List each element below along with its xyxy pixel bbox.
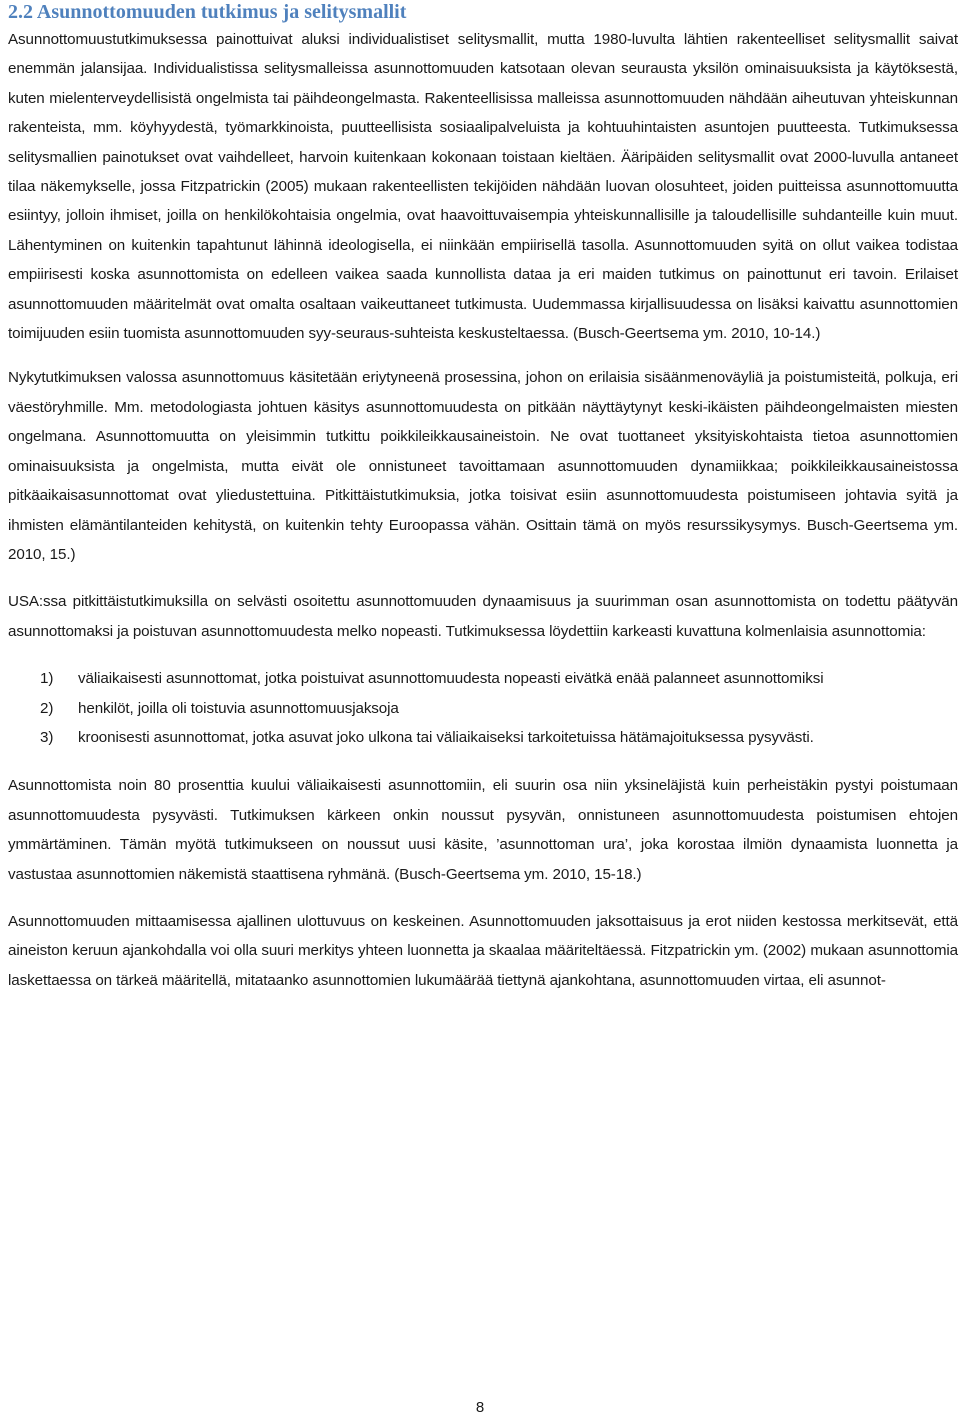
list-item — [8, 723, 958, 752]
list-item — [8, 664, 958, 693]
paragraph-temporary-homeless: Asunnottomista noin 80 prosenttia kuului väliaikaisesti asunnottomiin, eli suurin osa niin yksineläjistä kuin perheistäkin pystyi poistumaan asunnottomuudesta pysyvästi. Tutkimuksen kärkeen onkin noussut pysyvän, onnistuneen asunnottomuudesta poistumisen ehtojen ymmärtäminen. Tämän myötä tutkimukseen on noussut uusi käsite, ’asunnottoman ura’, joka korostaa ilmiön dynaamista luonnetta ja vastustaa asunnottomien näkemistä staattisena ryhmänä. (Busch-Geertsema ym. 2010, 15-18.) — [8, 777, 958, 883]
list-item-text: henkilöt, joilla oli toistuvia asunnottomuusjaksoja — [78, 699, 399, 717]
list-item-number: 3) — [40, 728, 54, 746]
paragraph-measurement: Asunnottomuuden mittaamisessa ajallinen ulottuvuus on keskeinen. Asunnottomuuden jaksottaisuus ja erot niiden kestossa merkitsevät, että aineiston keruun ajankohdalla voi olla suuri merkitys yhteen luonnetta ja skaalaa määriteltäessä. Fitzpatrickin ym. (2002) mukaan asunnottomia laskettaessa on tärkeä määritellä, mitataanko asunnottomien lukumäärää tiettynä ajankohtana, asunnottomuuden virtaa, eli asunnot- — [8, 912, 958, 989]
document-page — [8, 0, 958, 995]
paragraph-current-research: Nykytutkimuksen valossa asunnottomuus käsitetään eriytyneenä prosessina, johon on erilaisia sisäänmenoväyliä ja poistumisteitä, polkuja, eri väestöryhmille. Mm. metodologiasta johtuen käsitys asunnottomuudesta on pitkään näyttäytynyt keski-ikäisten päihdeongelmaisten miesten ongelmana. Asunnottomuutta on yleisimmin tutkittu poikkileikkausaineistoin. Ne ovat tuottaneet yksityiskohtaista tietoa asunnottomien ominaisuuksista ja ongelmista, mutta eivät ole onnistuneet tavoittamaan asunnottomuuden dynamiikkaa; poikkileikkausaineistossa pitkäaikaisasunnottomat ovat yliedustettuina. Pitkittäistutkimuksia, jotka toisivat esiin asunnottomuudesta poistumiseen johtavia syitä ja ihmisten elämäntilanteiden kehitystä, on kuitenkin tehty Euroopassa vähän. Osittain tämä on myös resurssikysymys. Busch-Geertsema ym. 2010, 15.) — [8, 369, 958, 563]
list-item — [8, 694, 958, 723]
section-heading: 2.2 Asunnottomuuden tutkimus ja selitysmallit — [8, 1, 407, 23]
list-item-text: väliaikaisesti asunnottomat, jotka poistuivat asunnottomuudesta nopeasti eivätkä enää palanneet asunnottomiksi — [78, 670, 824, 688]
list-item-text: kroonisesti asunnottomat, jotka asuvat joko ulkona tai väliaikaiseksi tarkoitetuissa hätämajoituksessa pysyvästi. — [78, 728, 814, 746]
paragraph-usa-studies: USA:ssa pitkittäistutkimuksilla on selvästi osoitettu asunnottomuuden dynaamisuus ja suurimman osan asunnottomista on todettu päätyvän asunnottomaksi ja poistuvan asunnottomuudesta melko nopeasti. Tutkimuksessa löydettiin karkeasti kuvattuna kolmenlaisia asunnottomia: — [8, 593, 958, 640]
homeless-types-list — [8, 664, 958, 752]
list-item-number: 2) — [40, 699, 54, 717]
page-number: 8 — [475, 1399, 485, 1416]
list-item-number: 1) — [40, 670, 54, 688]
paragraph-explanatory-models: Asunnottomuustutkimuksessa painottuivat aluksi individualistiset selitysmallit, mutta 1980-luvulta lähtien rakenteelliset selitysmallit saivat enemmän jalansijaa. Individualistissa selitysmalleissa asunnottomuuden katsotaan olevan seurausta yksilön ominaisuuksista ja käytöksestä, kuten mielenterveydellisistä ongelmista tai päihdeongelmasta. Rakenteellisissa malleissa asunnottomuuden nähdään aiheutuvan yhteiskunnan rakenteista, mm. köyhyydestä, työmarkkinoista, puutteellisista sosiaalipalveluista ja kohtuuhintaisten asuntojen puutteesta. Tutkimuksessa selitysmallien painotukset ovat vaihdelleet, harvoin kuitenkaan kokonaan toistaan kieltäen. Ääripäiden selitysmallit ovat 2000-luvulla antaneet tilaa näkemykselle, jossa Fitzpatrickin (2005) mukaan rakenteellisten tekijöiden nähdään luovan olosuhteet, joiden puitteissa asunnottomuutta esiintyy, jolloin ihmiset, joilla on henkilökohtaisia ongelmia, ovat haavoittuvaisempia yhteiskunnallisille ja taloudellisille suhdanteille kuin muut. Lähentyminen on kuitenkin tapahtunut lähinnä ideologisella, ei niinkään empiirisellä tasolla. Asunnottomuuden syitä on ollut vaikea todistaa empiirisesti koska asunnottomista on edelleen vaikea saada kunnollista dataa ja eri maiden tutkimus on painottunut eri tavoin. Erilaiset asunnottomuuden määritelmät ovat omalta osaltaan vaikeuttaneet tutkimusta. Uudemmassa kirjallisuudessa on lisäksi kaivattu asunnottomien toimijuuden esiin tuomista asunnottomuuden syy-seuraus-suhteista keskusteltaessa. (Busch-Geertsema ym. 2010, 10-14.) — [8, 31, 958, 343]
